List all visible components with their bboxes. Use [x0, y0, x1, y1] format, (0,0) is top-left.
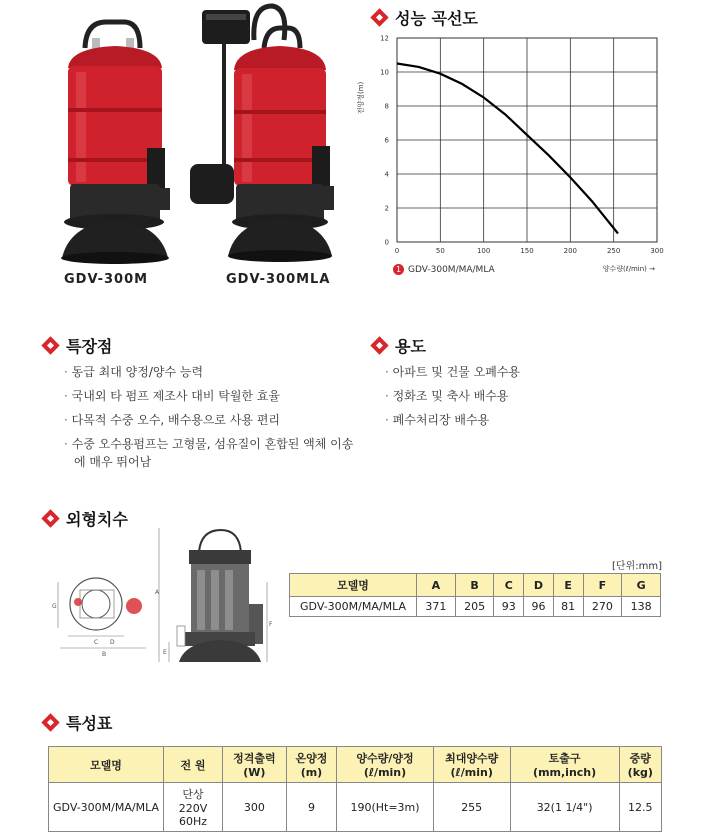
table-cell: 12.5	[619, 783, 661, 832]
table-header: E	[553, 574, 583, 597]
table-header: F	[583, 574, 622, 597]
diamond-bullet-icon	[41, 509, 59, 527]
dim-label-e: E	[163, 649, 167, 656]
chart-xtick-label: 300	[650, 247, 664, 255]
chart-grid	[397, 38, 657, 242]
section-title-performance-curve	[373, 6, 478, 29]
chart-ytick-label: 4	[384, 170, 389, 179]
table-cell: 138	[622, 597, 661, 617]
table-cell: 270	[583, 597, 622, 617]
table-header: 정격출력 (W)	[223, 747, 287, 783]
chart-xtick-label: 150	[520, 247, 534, 255]
chart-ytick-label: 2	[384, 204, 389, 213]
table-cell: 93	[494, 597, 524, 617]
table-cell: 단상 220V 60Hz	[164, 783, 223, 832]
table-header: 중량 (kg)	[619, 747, 661, 783]
legend-label: GDV-300M/MA/MLA	[408, 264, 495, 275]
table-row	[49, 783, 662, 832]
table-cell: 96	[524, 597, 554, 617]
table-header: 양수량/양정 (ℓ/min)	[337, 747, 434, 783]
pump-image-gdv-300mla	[184, 0, 334, 270]
chart-xtick-label: 250	[606, 247, 621, 255]
table-cell: 81	[553, 597, 583, 617]
table-header: 전 원	[164, 747, 223, 783]
diamond-bullet-icon	[41, 713, 59, 731]
chart-ytick-label: 8	[384, 102, 389, 111]
table-header-row	[290, 574, 661, 597]
section-title-dimensions	[44, 507, 128, 530]
section-title-specs	[44, 711, 112, 734]
chart-ylabel: 전양정(m)	[357, 81, 365, 115]
diamond-bullet-icon	[370, 336, 388, 354]
usage-item: · 정화조 및 축사 배수용	[385, 387, 685, 405]
dimension-drawing-top-view	[50, 568, 160, 658]
caption-gdv-300mla: GDV-300MLA	[226, 272, 331, 287]
diamond-bullet-icon	[41, 336, 59, 354]
legend-marker-icon: 1	[393, 264, 404, 275]
performance-curve-chart	[355, 28, 685, 278]
caption-gdv-300m: GDV-300M	[64, 272, 149, 287]
table-cell: GDV-300M/MA/MLA	[290, 597, 417, 617]
chart-xtick-label: 100	[476, 247, 491, 255]
chart-xlabel: 양수량(ℓ/min) →	[602, 265, 655, 273]
specs-table	[48, 746, 662, 832]
dimensions-table	[289, 573, 661, 617]
dim-label-b: B	[102, 651, 107, 658]
dimension-drawing-side-view	[155, 522, 280, 672]
feature-item: · 수중 오수용펌프는 고형물, 섬유질이 혼합된 액체 이송에 매우 뛰어남	[64, 435, 354, 471]
dim-label-a: A	[155, 589, 160, 596]
table-header: 토출구 (mm,inch)	[510, 747, 619, 783]
dimensions-title: 외형치수	[66, 510, 128, 529]
usage-title: 용도	[395, 337, 426, 356]
table-cell: GDV-300M/MA/MLA	[49, 783, 164, 832]
features-list	[64, 363, 354, 477]
chart-xtick-label: 0	[394, 247, 400, 255]
dim-label-g: G	[52, 603, 57, 610]
feature-item: · 다목적 수중 오수, 배수용으로 사용 편리	[64, 411, 354, 429]
table-header: 모델명	[49, 747, 164, 783]
dimension-unit-label: [단위:mm]	[612, 561, 662, 572]
table-header: A	[417, 574, 456, 597]
table-header: 모델명	[290, 574, 417, 597]
pump-image-gdv-300m	[40, 8, 190, 270]
table-header: D	[524, 574, 554, 597]
chart-ytick-label: 12	[380, 34, 389, 43]
dim-label-c: C	[94, 639, 99, 646]
table-header-row	[49, 747, 662, 783]
chart-legend	[393, 264, 495, 275]
table-cell: 300	[223, 783, 287, 832]
diamond-bullet-icon	[370, 8, 388, 26]
section-title-usage	[373, 334, 426, 357]
features-title: 특장점	[66, 337, 113, 356]
table-header: 최대양수량 (ℓ/min)	[433, 747, 510, 783]
usage-item: · 폐수처리장 배수용	[385, 411, 685, 429]
table-header: B	[455, 574, 494, 597]
dim-label-d: D	[110, 639, 115, 646]
table-header: G	[622, 574, 661, 597]
table-cell: 32(1 1/4")	[510, 783, 619, 832]
feature-item: · 국내외 타 펌프 제조사 대비 탁월한 효율	[64, 387, 354, 405]
table-cell: 205	[455, 597, 494, 617]
chart-ytick-label: 0	[384, 238, 389, 247]
performance-curve-title: 성능 곡선도	[395, 9, 478, 28]
chart-xtick-label: 200	[563, 247, 578, 255]
specs-title: 특성표	[66, 714, 113, 733]
chart-ytick-label: 6	[384, 136, 389, 145]
chart-xtick-label: 50	[435, 247, 445, 255]
table-row	[290, 597, 661, 617]
table-cell: 371	[417, 597, 456, 617]
table-cell: 255	[433, 783, 510, 832]
table-cell: 190(Ht=3m)	[337, 783, 434, 832]
chart-ytick-label: 10	[380, 68, 389, 77]
usage-list	[385, 363, 685, 435]
dim-label-f: F	[269, 621, 273, 628]
table-header: 온양정 (m)	[286, 747, 337, 783]
feature-item: · 동급 최대 양정/양수 능력	[64, 363, 354, 381]
section-title-features	[44, 334, 112, 357]
table-header: C	[494, 574, 524, 597]
table-cell: 9	[286, 783, 337, 832]
usage-item: · 아파트 및 건물 오폐수용	[385, 363, 685, 381]
